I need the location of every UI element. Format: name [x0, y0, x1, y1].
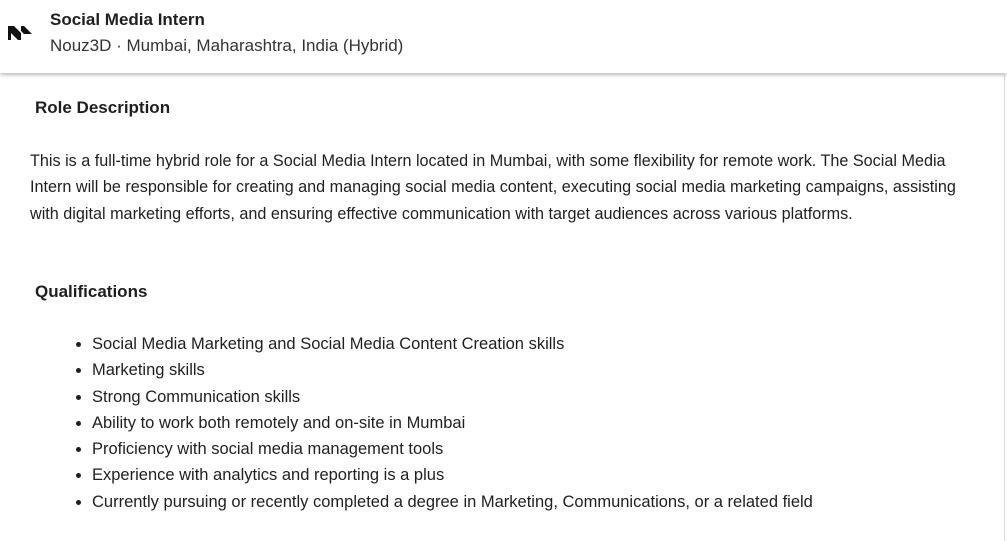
- job-description-panel: [0, 75, 1005, 541]
- qualification-item: • Strong Communication skills: [92, 384, 813, 410]
- qualification-item: • Proficiency with social media management tools: [92, 436, 813, 462]
- qualifications-heading: Qualifications: [35, 282, 148, 301]
- qualification-item: • Currently pursuing or recently completed a degree in Marketing, Communications, or a related field: [92, 489, 813, 515]
- qualification-item: • Marketing skills: [92, 357, 813, 383]
- qualifications-list: [0, 331, 813, 515]
- job-title[interactable]: Social Media Intern: [50, 10, 205, 29]
- job-header: [0, 0, 1007, 73]
- role-description-heading: Role Description: [35, 98, 171, 117]
- job-company-location: Nouz3D · Mumbai, Maharashtra, India (Hybrid): [50, 36, 404, 55]
- nouz3d-logo-icon[interactable]: [7, 22, 33, 42]
- qualification-item: • Experience with analytics and reporting is a plus: [92, 462, 813, 488]
- qualification-item: • Social Media Marketing and Social Media Content Creation skills: [92, 331, 813, 357]
- role-description-text: This is a full-time hybrid role for a Social Media Intern located in Mumbai, with some flexibility for remote work. The Social Media Intern will be responsible for creating and managing social media content, executing social media marketing campaigns, assisting with digital marketing efforts, and ensuring effective communication with target audiences across various platforms.: [30, 152, 956, 223]
- qualification-item: • Ability to work both remotely and on-site in Mumbai: [92, 410, 813, 436]
